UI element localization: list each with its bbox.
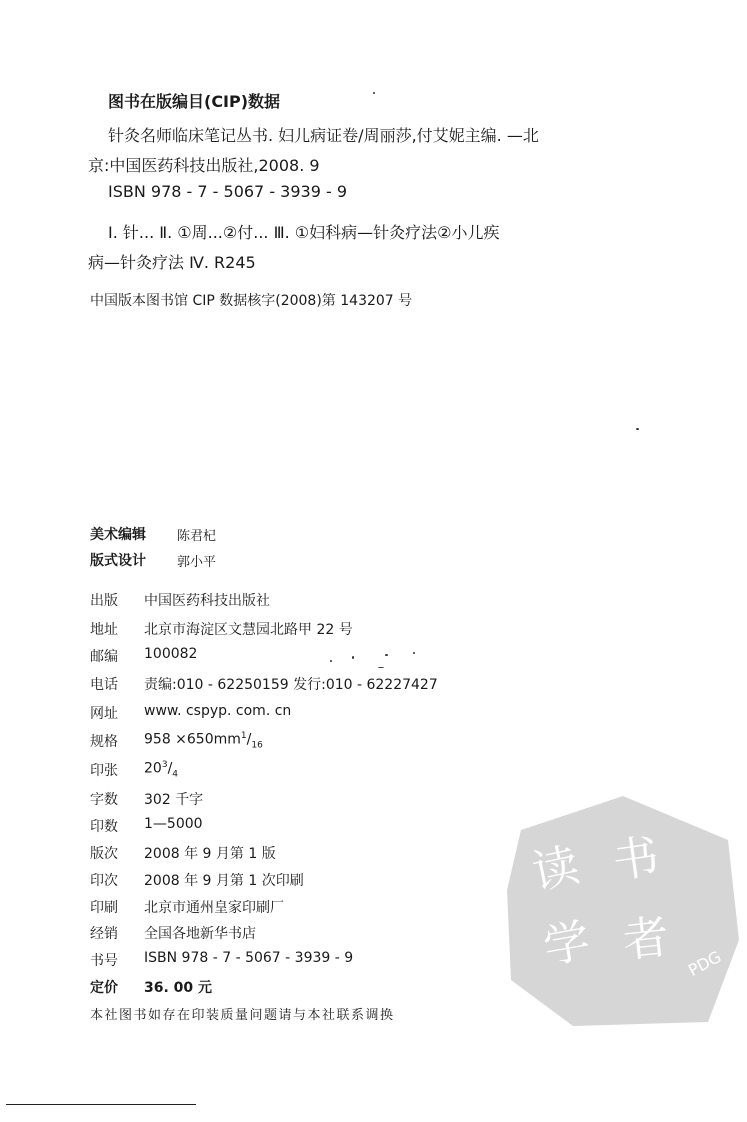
sheets-numerator: 3 bbox=[161, 760, 168, 770]
word-count-label: 字数 bbox=[90, 792, 118, 808]
price-value: 36. 00 元 bbox=[144, 980, 213, 996]
art-editor-label: 美术编辑 bbox=[90, 527, 146, 543]
format-numerator: 1 bbox=[240, 731, 247, 741]
svg-text:读: 读 bbox=[527, 837, 584, 900]
svg-text:者: 者 bbox=[620, 909, 672, 968]
art-editor-name: 陈君杞 bbox=[177, 529, 217, 544]
scan-speck bbox=[636, 428, 639, 430]
scan-speck bbox=[352, 656, 354, 659]
print-run-label: 印数 bbox=[90, 819, 118, 835]
postcode-value: 100082 bbox=[144, 646, 198, 662]
layout-designer-label: 版式设计 bbox=[90, 553, 146, 569]
format-main: 958 ×650mm bbox=[144, 731, 241, 748]
watermark-seal bbox=[503, 790, 743, 1030]
printer-label: 印刷 bbox=[90, 900, 118, 916]
phone-value: 责编:010 - 62250159 发行:010 - 62227427 bbox=[144, 677, 438, 693]
publisher-label: 出版 bbox=[90, 593, 118, 609]
website-value: www. cspyp. com. cn bbox=[144, 703, 292, 719]
sheets-integer: 20 bbox=[144, 760, 162, 777]
printing-label: 印次 bbox=[90, 873, 118, 889]
print-run-value: 1—5000 bbox=[144, 816, 203, 832]
svg-text:PDG: PDG bbox=[685, 947, 725, 980]
bottom-rule bbox=[6, 1104, 196, 1105]
edition-value: 2008 年 9 月第 1 版 bbox=[144, 846, 276, 862]
scan-speck bbox=[373, 92, 375, 94]
format-label: 规格 bbox=[90, 734, 118, 750]
scan-speck bbox=[413, 652, 415, 654]
cip-isbn: ISBN 978 - 7 - 5067 - 3939 - 9 bbox=[108, 182, 348, 201]
website-label: 网址 bbox=[90, 706, 118, 722]
book-number-label: 书号 bbox=[90, 953, 118, 969]
printer-value: 北京市通州皇家印刷厂 bbox=[144, 900, 284, 916]
layout-designer-name: 郭小平 bbox=[177, 555, 217, 570]
svg-text:书: 书 bbox=[609, 828, 663, 889]
distributor-label: 经销 bbox=[90, 926, 118, 942]
watermark-seal-shape bbox=[503, 790, 743, 1030]
cip-title-line-2: 京:中国医药科技出版社,2008. 9 bbox=[88, 156, 320, 175]
publisher-value: 中国医药科技出版社 bbox=[144, 593, 270, 609]
scan-speck bbox=[330, 660, 332, 662]
scan-speck bbox=[385, 654, 388, 656]
cip-heading: 图书在版编目(CIP)数据 bbox=[108, 92, 281, 111]
format-denominator: 16 bbox=[251, 740, 263, 751]
address-value: 北京市海淀区文慧园北路甲 22 号 bbox=[144, 622, 353, 638]
cip-title-line-1: 针灸名师临床笔记丛书. 妇儿病证卷/周丽莎,付艾妮主编. —北 bbox=[108, 126, 539, 145]
book-number-value: ISBN 978 - 7 - 5067 - 3939 - 9 bbox=[144, 950, 354, 966]
format-value: $958 \times 650mm^1/_{16}$ bbox=[144, 731, 263, 751]
cip-classification-line-2: 病—针灸疗法 Ⅳ. R245 bbox=[88, 253, 256, 272]
sheets-denominator: 4 bbox=[172, 769, 179, 780]
sheets-label: 印张 bbox=[90, 763, 118, 779]
distributor-value: 全国各地新华书店 bbox=[144, 926, 256, 942]
price-label: 定价 bbox=[90, 980, 118, 996]
cip-classification-line-1: Ⅰ. 针... Ⅱ. ①周...②付... Ⅲ. ①妇科病—针灸疗法②小儿疾 bbox=[108, 223, 500, 242]
svg-text:学: 学 bbox=[539, 912, 594, 975]
word-count-value: 302 千字 bbox=[144, 792, 204, 808]
scan-speck bbox=[378, 667, 384, 668]
edition-label: 版次 bbox=[90, 846, 118, 862]
phone-label: 电话 bbox=[90, 677, 118, 693]
quality-notice: 本社图书如存在印装质量问题请与本社联系调换 bbox=[90, 1008, 395, 1023]
address-label: 地址 bbox=[90, 622, 118, 638]
cip-record-number: 中国版本图书馆 CIP 数据核字(2008)第 143207 号 bbox=[90, 293, 413, 309]
sheets-value: $20^3/_4$ bbox=[144, 760, 179, 780]
printing-value: 2008 年 9 月第 1 次印刷 bbox=[144, 873, 304, 889]
postcode-label: 邮编 bbox=[90, 649, 118, 665]
